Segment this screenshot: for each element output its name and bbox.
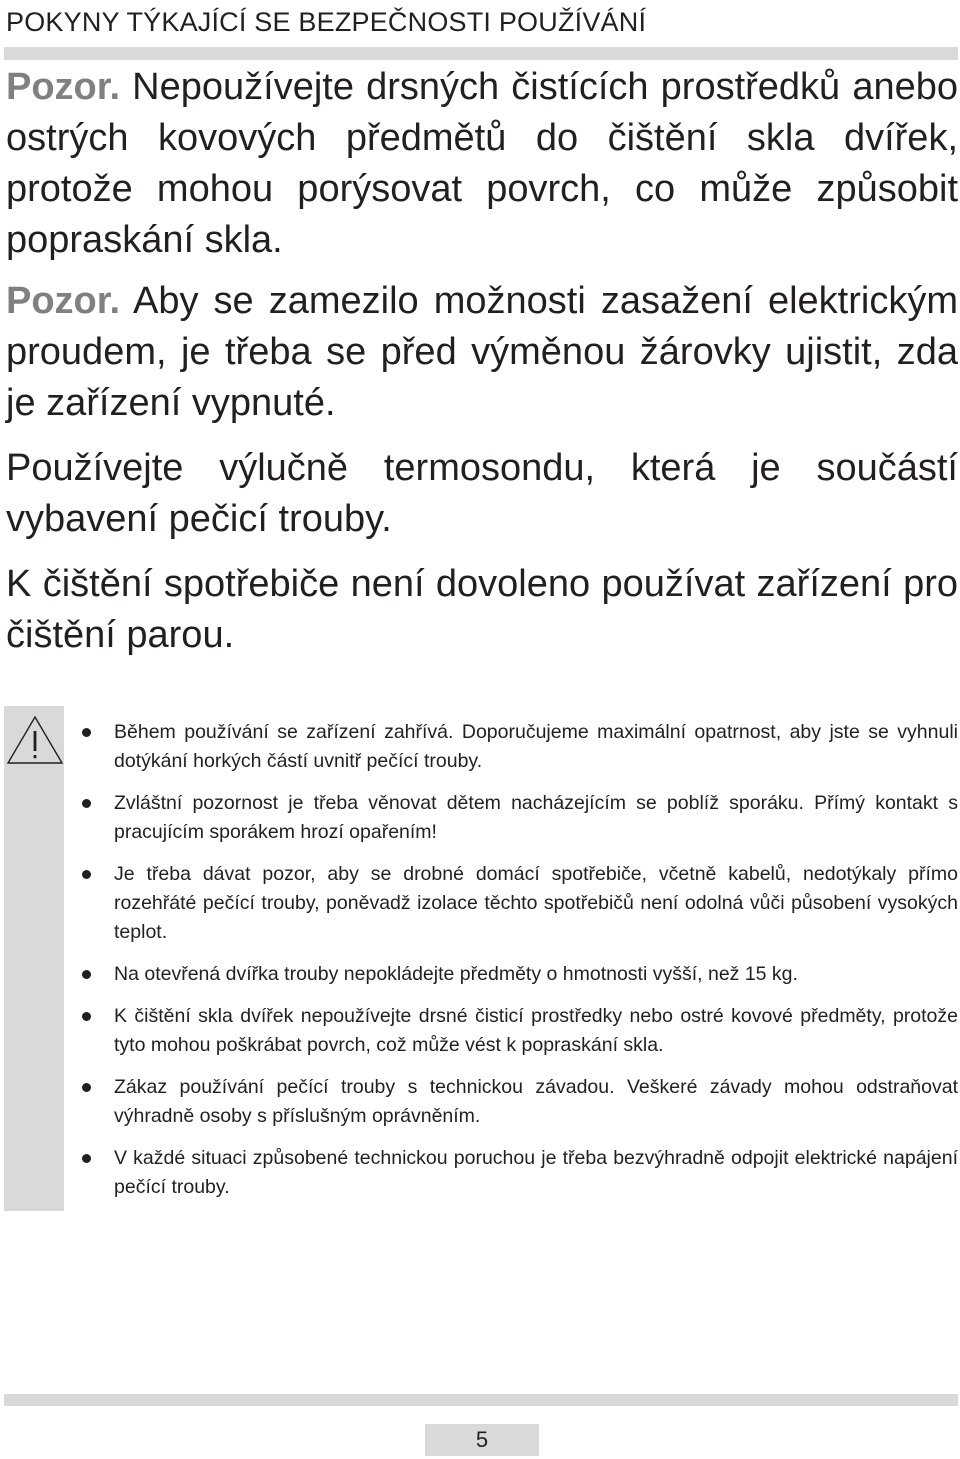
page-title: POKYNY TÝKAJÍCÍ SE BEZPEČNOSTI POUŽÍVÁNÍ — [6, 7, 647, 37]
main-content — [6, 62, 958, 661]
list-item — [82, 789, 958, 847]
list-item-text: V každé situaci způsobené technickou poruchou je třeba bezvýhradně odpojit elektrické napájení pečící trouby. — [114, 1147, 958, 1198]
paragraph-text: Používejte výlučně termosondu, která je součástí vybavení pečicí trouby. — [6, 447, 958, 540]
list-item — [82, 718, 958, 776]
list-item — [82, 1002, 958, 1060]
warning-triangle-icon — [6, 714, 64, 766]
paragraph-lead: Pozor. — [6, 66, 121, 108]
bullet-icon — [82, 1012, 91, 1021]
page-number: 5 — [425, 1424, 539, 1456]
list-item-text: Během používání se zařízení zahřívá. Doporučujeme maximální opatrnost, aby jste se vyhnuli dotýkání horkých částí uvnitř pečící trouby. — [114, 721, 958, 772]
paragraph-lead: Pozor. — [6, 280, 121, 322]
list-item — [82, 960, 958, 989]
bullet-icon — [82, 1083, 91, 1092]
paragraph-text: Nepoužívejte drsných čistících prostředků anebo ostrých kovových předmětů do čištění skla dvířek, protože mohou porýsovat povrch, co může způsobit popraskání skla. — [6, 66, 958, 261]
paragraph-text: K čištění spotřebiče není dovoleno používat zařízení pro čištění parou. — [6, 563, 958, 656]
paragraph-3 — [6, 443, 958, 545]
bullet-icon — [82, 1154, 91, 1163]
bullet-icon — [82, 970, 91, 979]
header-rule — [4, 47, 958, 60]
bullet-icon — [82, 799, 91, 808]
list-item-text: Je třeba dávat pozor, aby se drobné domácí spotřebiče, včetně kabelů, nedotýkaly přímo rozehřáté pečící trouby, poněvadž izolace těchto spotřebičů není odolná vůči působení vysokých teplot. — [114, 863, 958, 943]
list-item-text: Zákaz používání pečící trouby s technickou závadou. Veškeré závady mohou odstraňovat výhradně osoby s příslušným oprávněním. — [114, 1076, 958, 1127]
footer-rule — [4, 1394, 958, 1406]
list-item-text: Na otevřená dvířka trouby nepokládejte předměty o hmotnosti vyšší, než 15 kg. — [114, 963, 798, 985]
bullet-icon — [82, 870, 91, 879]
paragraph-2 — [6, 276, 958, 429]
list-item-text: Zvláštní pozornost je třeba věnovat dětem nacházejícím se poblíž sporáku. Přímý kontakt s pracujícím sporákem hrozí opařením! — [114, 792, 958, 843]
paragraph-text: Aby se zamezilo možnosti zasažení elektrickým proudem, je třeba se před výměnou žárovky ujistit, zda je zařízení vypnuté. — [6, 280, 958, 424]
list-item — [82, 1144, 958, 1202]
paragraph-4 — [6, 559, 958, 661]
list-item — [82, 1073, 958, 1131]
list-item — [82, 860, 958, 947]
warning-side-bar — [4, 706, 64, 1211]
list-item-text: K čištění skla dvířek nepoužívejte drsné čisticí prostředky nebo ostré kovové předměty, protože tyto mohou poškrábat povrch, což může vést k popraskání skla. — [114, 1005, 958, 1056]
bullet-icon — [82, 728, 91, 737]
warning-list — [82, 718, 958, 1215]
paragraph-1 — [6, 62, 958, 266]
